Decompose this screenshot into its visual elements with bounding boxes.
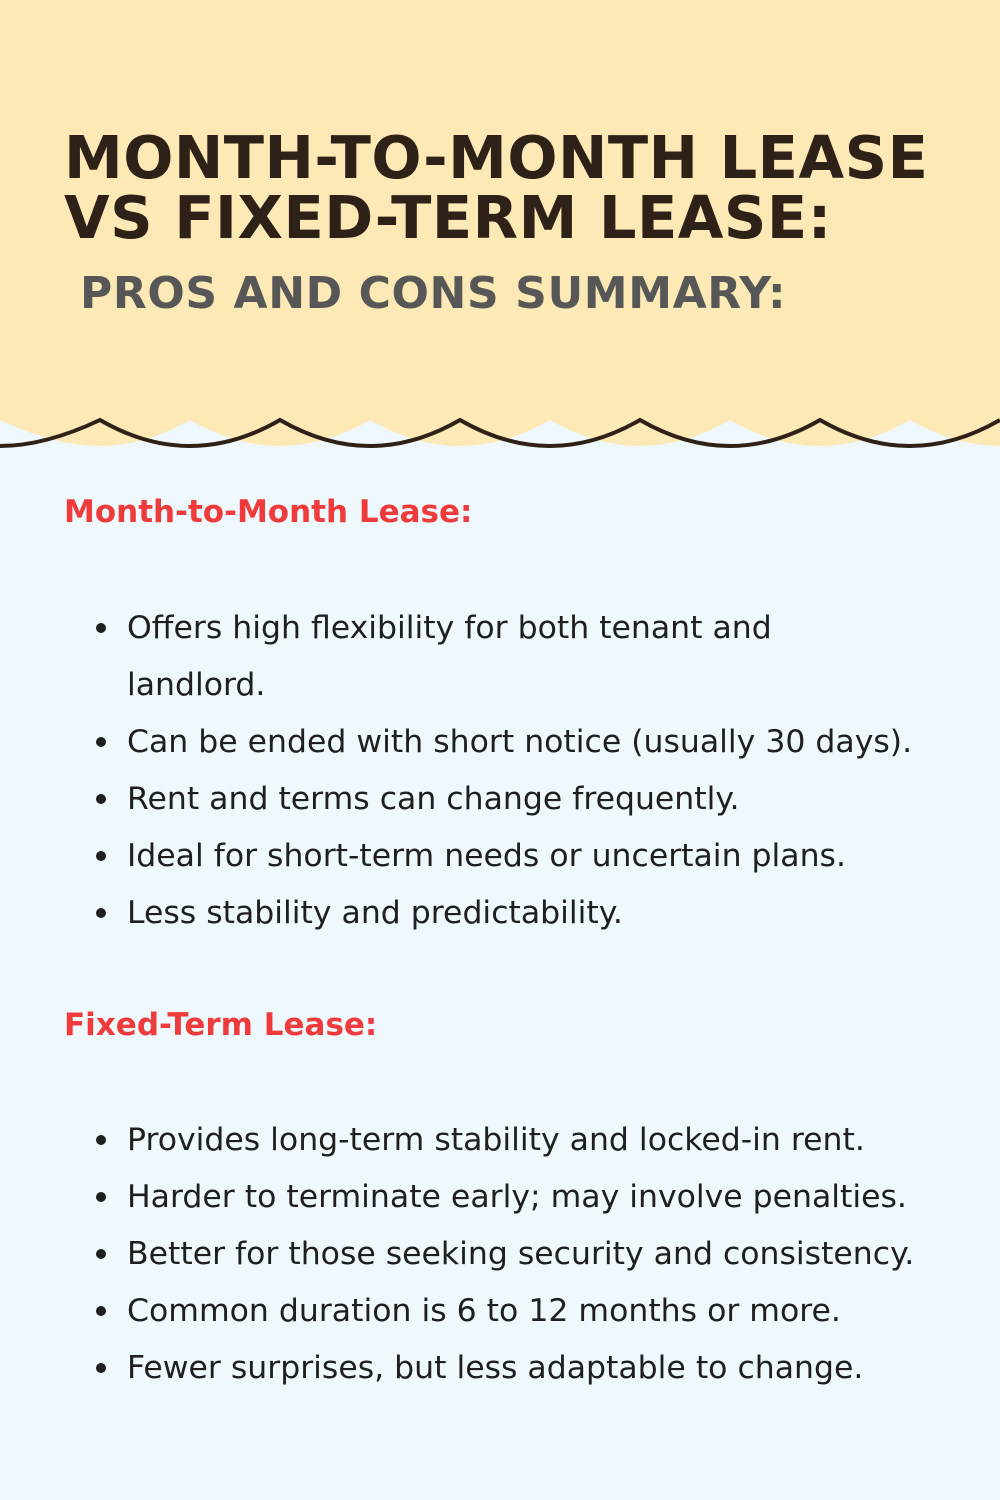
list-item bbox=[0, 600, 1000, 714]
title-line-2: VS FIXED-TERM LEASE: bbox=[64, 183, 832, 252]
list-item-text: Provides long-term stability and locked-in rent. bbox=[127, 1122, 865, 1158]
section-heading-month-to-month: Month-to-Month Lease: bbox=[64, 494, 473, 530]
fixed-term-list bbox=[0, 1112, 1000, 1397]
list-item-text: Rent and terms can change frequently. bbox=[127, 781, 740, 817]
list-item bbox=[0, 714, 1000, 771]
list-item bbox=[0, 885, 1000, 942]
list-item-text: Common duration is 6 to 12 months or more. bbox=[127, 1293, 841, 1329]
bullet-icon bbox=[96, 851, 106, 861]
list-item bbox=[0, 1169, 1000, 1226]
list-item-text: Less stability and predictability. bbox=[127, 895, 623, 931]
page-subtitle: PROS AND CONS SUMMARY: bbox=[80, 268, 787, 319]
list-item bbox=[0, 771, 1000, 828]
list-item-text: Ideal for short-term needs or uncertain plans. bbox=[127, 838, 846, 874]
list-item-text: Better for those seeking security and consistency. bbox=[127, 1236, 915, 1272]
title-line-1: MONTH-TO-MONTH LEASE bbox=[64, 123, 929, 192]
bullet-icon bbox=[96, 1135, 106, 1145]
bullet-icon bbox=[96, 1192, 106, 1202]
list-item-text: Fewer surprises, but less adaptable to change. bbox=[127, 1350, 864, 1386]
page-title bbox=[64, 123, 929, 252]
bullet-icon bbox=[96, 623, 106, 633]
month-to-month-list bbox=[0, 600, 1000, 942]
bullet-icon bbox=[96, 1306, 106, 1316]
bullet-icon bbox=[96, 1249, 106, 1259]
bullet-icon bbox=[96, 794, 106, 804]
list-item bbox=[0, 1112, 1000, 1169]
list-item-text: Harder to terminate early; may involve penalties. bbox=[127, 1179, 907, 1215]
bullet-icon bbox=[96, 737, 106, 747]
bullet-icon bbox=[96, 1363, 106, 1373]
list-item bbox=[0, 1340, 1000, 1397]
list-item bbox=[0, 828, 1000, 885]
bullet-icon bbox=[96, 908, 106, 918]
list-item-text: Can be ended with short notice (usually 30 days). bbox=[127, 724, 913, 760]
list-item-text-continued: landlord. bbox=[127, 667, 266, 703]
list-item bbox=[0, 1283, 1000, 1340]
list-item bbox=[0, 1226, 1000, 1283]
section-heading-fixed-term: Fixed-Term Lease: bbox=[64, 1007, 378, 1043]
list-item-text: Offers high flexibility for both tenant and bbox=[127, 610, 772, 646]
header-banner bbox=[0, 0, 1000, 450]
